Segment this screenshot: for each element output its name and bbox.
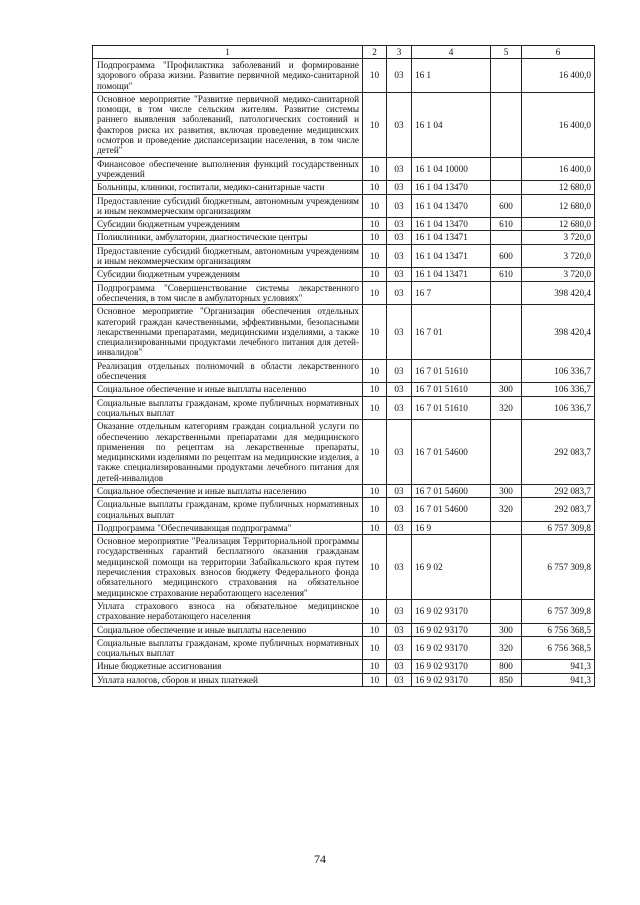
budget-table [92, 45, 595, 687]
row-expense-type-cell [491, 420, 522, 485]
table-row [93, 599, 595, 623]
row-amount-cell: 292 083,7 [522, 498, 595, 522]
row-section-cell: 10 [363, 623, 387, 636]
row-subsection-cell: 03 [387, 535, 412, 600]
row-section-cell: 10 [363, 359, 387, 383]
row-subsection-cell: 03 [387, 623, 412, 636]
row-subsection-cell: 03 [387, 305, 412, 359]
row-subsection-cell: 03 [387, 231, 412, 244]
row-amount-cell: 941,3 [522, 660, 595, 673]
row-name-cell: Социальные выплаты гражданам, кроме публичных нормативных социальных выплат [93, 396, 363, 420]
column-header: 2 [363, 46, 387, 59]
row-name-cell: Подпрограмма "Совершенствование системы лекарственного обеспечения, в том числе в амбулаторных условиях" [93, 281, 363, 305]
row-subsection-cell: 03 [387, 157, 412, 181]
row-expense-type-cell: 320 [491, 498, 522, 522]
row-target-article-cell: 16 9 02 93170 [412, 623, 491, 636]
table-row [93, 383, 595, 396]
row-name-cell: Больницы, клиники, госпитали, медико-санитарные части [93, 181, 363, 194]
row-expense-type-cell [491, 599, 522, 623]
row-amount-cell: 12 680,0 [522, 194, 595, 218]
row-expense-type-cell [491, 92, 522, 157]
table-row [93, 396, 595, 420]
row-amount-cell: 292 083,7 [522, 484, 595, 497]
row-target-article-cell: 16 7 01 51610 [412, 383, 491, 396]
row-amount-cell: 3 720,0 [522, 231, 595, 244]
row-section-cell: 10 [363, 521, 387, 534]
row-name-cell: Социальные выплаты гражданам, кроме публичных нормативных социальных выплат [93, 498, 363, 522]
row-expense-type-cell [491, 59, 522, 93]
row-name-cell: Основное мероприятие "Организация обеспечения отдельных категорий граждан качественными, эффективными, безопасными лекарственными препаратами, медицинскими изделиями, а также специализированными продуктами лечебного питания для детей-инвалидов" [93, 305, 363, 359]
table-row [93, 535, 595, 600]
row-section-cell: 10 [363, 268, 387, 281]
row-name-cell: Социальные выплаты гражданам, кроме публичных нормативных социальных выплат [93, 636, 363, 660]
row-expense-type-cell: 850 [491, 673, 522, 686]
row-subsection-cell: 03 [387, 484, 412, 497]
row-target-article-cell: 16 9 [412, 521, 491, 534]
row-subsection-cell: 03 [387, 194, 412, 218]
row-section-cell: 10 [363, 420, 387, 485]
table-header-row [93, 46, 595, 59]
row-name-cell: Предоставление субсидий бюджетным, автономным учреждениям и иным некоммерческим организациям [93, 194, 363, 218]
table-row [93, 660, 595, 673]
page-number: 74 [314, 852, 326, 866]
table-row [93, 359, 595, 383]
table-row [93, 218, 595, 231]
table-row [93, 305, 595, 359]
table-row [93, 498, 595, 522]
row-target-article-cell: 16 1 04 13470 [412, 181, 491, 194]
row-section-cell: 10 [363, 281, 387, 305]
row-target-article-cell: 16 9 02 93170 [412, 636, 491, 660]
row-name-cell: Оказание отдельным категориям граждан социальной услуги по обеспечению лекарственными препаратами для медицинского применения по рецептам на лекарственные препараты, медицинскими изделиями по рецептам на медицинские изделия, а также специализированными продуктами лечебного питания для детей-инвалидов [93, 420, 363, 485]
row-section-cell: 10 [363, 383, 387, 396]
row-target-article-cell: 16 9 02 93170 [412, 673, 491, 686]
row-subsection-cell: 03 [387, 244, 412, 268]
row-subsection-cell: 03 [387, 218, 412, 231]
row-amount-cell: 3 720,0 [522, 268, 595, 281]
table-row [93, 92, 595, 157]
row-expense-type-cell: 600 [491, 194, 522, 218]
row-name-cell: Реализация отдельных полномочий в области лекарственного обеспечения [93, 359, 363, 383]
column-header: 6 [522, 46, 595, 59]
row-subsection-cell: 03 [387, 673, 412, 686]
row-expense-type-cell [491, 231, 522, 244]
row-expense-type-cell: 600 [491, 244, 522, 268]
row-subsection-cell: 03 [387, 359, 412, 383]
row-expense-type-cell: 320 [491, 636, 522, 660]
row-subsection-cell: 03 [387, 396, 412, 420]
table-row [93, 157, 595, 181]
row-name-cell: Субсидии бюджетным учреждениям [93, 218, 363, 231]
row-section-cell: 10 [363, 181, 387, 194]
row-name-cell: Подпрограмма "Обеспечивающая подпрограмма" [93, 521, 363, 534]
row-subsection-cell: 03 [387, 92, 412, 157]
row-section-cell: 10 [363, 218, 387, 231]
row-section-cell: 10 [363, 194, 387, 218]
row-name-cell: Основное мероприятие "Развитие первичной медико-санитарной помощи, в том числе сельским жителям. Развитие системы раннего выявления заболеваний, патологических состояний и факторов риска их развития, включая проведение медицинских осмотров и проведение диспансеризации населения, в том числе детей" [93, 92, 363, 157]
row-name-cell: Субсидии бюджетным учреждениям [93, 268, 363, 281]
table-row [93, 244, 595, 268]
row-section-cell: 10 [363, 92, 387, 157]
row-section-cell: 10 [363, 244, 387, 268]
table-row [93, 521, 595, 534]
row-target-article-cell: 16 1 04 13471 [412, 268, 491, 281]
row-name-cell: Финансовое обеспечение выполнения функций государственных учреждений [93, 157, 363, 181]
row-amount-cell: 106 336,7 [522, 359, 595, 383]
row-target-article-cell: 16 9 02 [412, 535, 491, 600]
row-expense-type-cell: 300 [491, 623, 522, 636]
row-amount-cell: 398 420,4 [522, 281, 595, 305]
row-target-article-cell: 16 1 04 13471 [412, 244, 491, 268]
table-body [93, 59, 595, 687]
row-expense-type-cell [491, 521, 522, 534]
row-target-article-cell: 16 7 01 54600 [412, 484, 491, 497]
row-target-article-cell: 16 7 01 54600 [412, 498, 491, 522]
row-subsection-cell: 03 [387, 281, 412, 305]
row-amount-cell: 292 083,7 [522, 420, 595, 485]
row-name-cell: Основное мероприятие "Реализация Территориальной программы государственных гарантий бесплатного оказания гражданам медицинской помощи на территории Забайкальского края путем перечисления страховых взносов бюджету Федерального фонда обязательного медицинского страхования на обязательное медицинское страхование неработающего населения" [93, 535, 363, 600]
row-amount-cell: 12 680,0 [522, 181, 595, 194]
row-name-cell: Иные бюджетные ассигнования [93, 660, 363, 673]
row-subsection-cell: 03 [387, 181, 412, 194]
table-row [93, 420, 595, 485]
table-row [93, 636, 595, 660]
row-name-cell: Поликлиники, амбулатории, диагностические центры [93, 231, 363, 244]
table-row [93, 181, 595, 194]
row-amount-cell: 106 336,7 [522, 383, 595, 396]
table-row [93, 231, 595, 244]
row-name-cell: Социальное обеспечение и иные выплаты населению [93, 623, 363, 636]
row-section-cell: 10 [363, 59, 387, 93]
row-subsection-cell: 03 [387, 268, 412, 281]
row-name-cell: Уплата страхового взноса на обязательное медицинское страхование неработающего населения [93, 599, 363, 623]
table-row [93, 623, 595, 636]
row-expense-type-cell: 300 [491, 383, 522, 396]
budget-table-sheet [92, 45, 594, 687]
row-amount-cell: 941,3 [522, 673, 595, 686]
row-section-cell: 10 [363, 599, 387, 623]
row-subsection-cell: 03 [387, 636, 412, 660]
table-row [93, 484, 595, 497]
row-expense-type-cell: 610 [491, 268, 522, 281]
row-amount-cell: 16 400,0 [522, 92, 595, 157]
row-subsection-cell: 03 [387, 660, 412, 673]
row-name-cell: Социальное обеспечение и иные выплаты населению [93, 484, 363, 497]
table-row [93, 281, 595, 305]
row-expense-type-cell: 800 [491, 660, 522, 673]
row-expense-type-cell [491, 281, 522, 305]
row-amount-cell: 16 400,0 [522, 59, 595, 93]
row-target-article-cell: 16 9 02 93170 [412, 660, 491, 673]
row-section-cell: 10 [363, 484, 387, 497]
table-row [93, 59, 595, 93]
row-target-article-cell: 16 7 01 54600 [412, 420, 491, 485]
column-header: 4 [412, 46, 491, 59]
row-amount-cell: 6 757 309,8 [522, 535, 595, 600]
row-section-cell: 10 [363, 498, 387, 522]
row-target-article-cell: 16 7 01 51610 [412, 359, 491, 383]
row-amount-cell: 6 756 368,5 [522, 636, 595, 660]
row-expense-type-cell [491, 359, 522, 383]
row-target-article-cell: 16 1 04 13471 [412, 231, 491, 244]
row-section-cell: 10 [363, 231, 387, 244]
row-name-cell: Подпрограмма "Профилактика заболеваний и формирование здорового образа жизни. Развитие первичной медико-санитарной помощи" [93, 59, 363, 93]
row-target-article-cell: 16 9 02 93170 [412, 599, 491, 623]
row-amount-cell: 398 420,4 [522, 305, 595, 359]
row-subsection-cell: 03 [387, 383, 412, 396]
row-section-cell: 10 [363, 673, 387, 686]
row-target-article-cell: 16 1 04 10000 [412, 157, 491, 181]
row-section-cell: 10 [363, 636, 387, 660]
column-header: 1 [93, 46, 363, 59]
row-expense-type-cell: 300 [491, 484, 522, 497]
row-section-cell: 10 [363, 396, 387, 420]
row-expense-type-cell [491, 181, 522, 194]
row-subsection-cell: 03 [387, 599, 412, 623]
row-amount-cell: 6 757 309,8 [522, 521, 595, 534]
row-subsection-cell: 03 [387, 498, 412, 522]
row-name-cell: Уплата налогов, сборов и иных платежей [93, 673, 363, 686]
row-amount-cell: 3 720,0 [522, 244, 595, 268]
table-row [93, 268, 595, 281]
row-subsection-cell: 03 [387, 521, 412, 534]
row-section-cell: 10 [363, 660, 387, 673]
row-section-cell: 10 [363, 305, 387, 359]
row-subsection-cell: 03 [387, 59, 412, 93]
row-subsection-cell: 03 [387, 420, 412, 485]
row-amount-cell: 6 757 309,8 [522, 599, 595, 623]
row-target-article-cell: 16 1 04 13470 [412, 194, 491, 218]
column-header: 3 [387, 46, 412, 59]
row-amount-cell: 12 680,0 [522, 218, 595, 231]
row-expense-type-cell [491, 535, 522, 600]
row-target-article-cell: 16 1 04 [412, 92, 491, 157]
row-section-cell: 10 [363, 535, 387, 600]
row-target-article-cell: 16 1 04 13470 [412, 218, 491, 231]
table-row [93, 673, 595, 686]
table-row [93, 194, 595, 218]
row-amount-cell: 106 336,7 [522, 396, 595, 420]
row-target-article-cell: 16 7 01 51610 [412, 396, 491, 420]
row-amount-cell: 16 400,0 [522, 157, 595, 181]
row-target-article-cell: 16 7 01 [412, 305, 491, 359]
row-expense-type-cell: 610 [491, 218, 522, 231]
row-target-article-cell: 16 1 [412, 59, 491, 93]
row-expense-type-cell [491, 157, 522, 181]
row-expense-type-cell: 320 [491, 396, 522, 420]
row-name-cell: Социальное обеспечение и иные выплаты населению [93, 383, 363, 396]
row-name-cell: Предоставление субсидий бюджетным, автономным учреждениям и иным некоммерческим организациям [93, 244, 363, 268]
row-target-article-cell: 16 7 [412, 281, 491, 305]
row-amount-cell: 6 756 368,5 [522, 623, 595, 636]
row-section-cell: 10 [363, 157, 387, 181]
column-header: 5 [491, 46, 522, 59]
row-expense-type-cell [491, 305, 522, 359]
